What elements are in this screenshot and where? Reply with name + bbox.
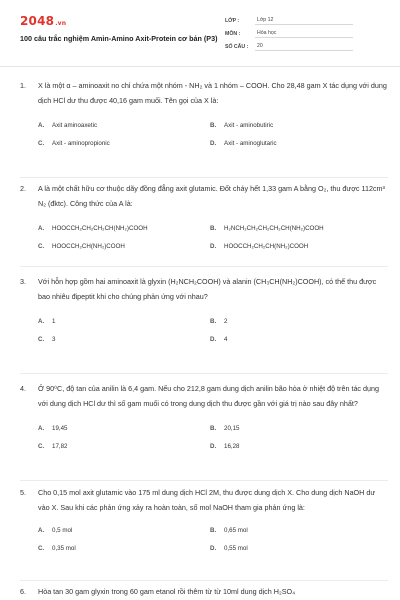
option-b[interactable] [210,314,227,329]
question-stem: A là một chất hữu cơ thuộc dãy đồng đẳng axit glutamic. Đốt cháy hết 1,33 gam A bằng O₂, thu được 112cm³ N₂ (đktc). Công thức của A là: [38,184,385,208]
option-text: 2 [224,318,228,325]
meta-row-class [225,14,353,27]
option-text: 1 [52,318,56,325]
option-text: 0,5 mol [52,527,73,534]
option-letter: A. [38,425,45,432]
question-6 [20,584,388,599]
option-text: 17,82 [52,443,68,450]
document-header [0,0,400,67]
option-c[interactable] [38,439,67,454]
option-a[interactable] [38,314,55,329]
question-number: 6. [20,587,26,596]
option-text: Axit - aminopropionic [52,140,110,147]
logo-suffix: .vn [55,20,67,27]
divider [20,373,388,374]
logo-main: 2048 [20,14,55,28]
option-letter: B. [210,122,217,129]
question-number: 1. [20,81,26,90]
option-grid [38,211,388,251]
option-letter: A. [38,318,45,325]
option-b[interactable] [210,523,248,538]
meta-key: SỐ CÂU : [225,43,249,50]
option-letter: D. [210,336,217,343]
document-title: 100 câu trắc nghiệm Amin-Amino Axit-Protein cơ bản (P3) [20,34,218,43]
question-4 [20,381,388,451]
option-letter: D. [210,243,217,250]
option-b[interactable] [210,221,324,236]
option-c[interactable] [38,332,55,347]
option-b[interactable] [210,118,273,133]
option-letter: C. [38,243,45,250]
option-text: 3 [52,336,56,343]
option-a[interactable] [38,118,97,133]
option-grid [38,411,388,451]
question-stem: Hòa tan 30 gam glyxin trong 60 gam etanol rồi thêm từ từ 10ml dung dịch H₂SO₄ [38,587,296,596]
option-a[interactable] [38,523,72,538]
option-text: HOOCCH₂CH(NH₂)COOH [52,243,125,250]
option-letter: B. [210,527,217,534]
question-number: 4. [20,384,26,393]
option-d[interactable] [210,541,248,556]
option-c[interactable] [38,239,125,254]
option-text: HOOCCH₂CH₂CH₂CH(NH₂)COOH [52,225,148,232]
option-d[interactable] [210,239,308,254]
option-d[interactable] [210,332,227,347]
option-letter: D. [210,443,217,450]
option-text: 16,28 [224,443,240,450]
option-text: Axit - aminoglutaric [224,140,277,147]
meta-key: MÔN : [225,30,241,37]
question-stem: Cho 0,15 mol axit glutamic vào 175 ml dung dịch HCl 2M, thu được dung dịch X. Cho dung dịch NaOH dư vào X. Sau khi các phản ứng xảy ra hoàn toàn, số mol NaOH tham gia phản ứng là: [38,488,376,512]
option-c[interactable] [38,136,110,151]
option-letter: C. [38,336,45,343]
option-text: 19,45 [52,425,68,432]
option-text: 20,15 [224,425,240,432]
option-text: Axit - aminobutiric [224,122,274,129]
meta-value: Lớp 12 [255,16,353,25]
meta-row-subject [225,27,353,40]
option-c[interactable] [38,541,76,556]
divider [20,580,388,581]
option-text: H₂NCH₂CH₂CH₂CH₂CH(NH₂)COOH [224,225,324,232]
question-number: 2. [20,184,26,193]
question-2 [20,181,388,251]
option-letter: C. [38,545,45,552]
option-d[interactable] [210,439,239,454]
option-letter: A. [38,225,45,232]
option-text: Axit aminoaxetic [52,122,98,129]
option-letter: C. [38,140,45,147]
question-3 [20,274,388,344]
divider [20,266,388,267]
question-number: 3. [20,277,26,286]
option-letter: B. [210,425,217,432]
divider [20,177,388,178]
option-text: 0,65 mol [224,527,248,534]
option-letter: A. [38,122,45,129]
question-1 [20,78,388,148]
option-text: 0,55 mol [224,545,248,552]
option-text: 4 [224,336,228,343]
option-a[interactable] [38,221,148,236]
option-grid [38,515,388,555]
question-number: 5. [20,488,26,497]
document-meta [225,14,353,53]
option-grid [38,304,388,344]
meta-value: 20 [255,42,353,51]
question-stem: Ở 90⁰C, độ tan của anilin là 6,4 gam. Nếu cho 212,8 gam dung dịch anilin bão hòa ở nhiệt độ trên tác dụng với dung dịch HCl dư thì số gam muối có trong dung dịch thu được gần với giá trị nào sau đây nhất? [38,384,380,408]
divider [20,480,388,481]
option-grid [38,108,388,148]
option-letter: B. [210,318,217,325]
question-5 [20,485,388,555]
option-a[interactable] [38,421,67,436]
option-letter: D. [210,140,217,147]
option-text: HOOCCH₂CH₂CH(NH₂)COOH [224,243,309,250]
meta-key: LỚP : [225,17,240,24]
option-letter: D. [210,545,217,552]
option-letter: B. [210,225,217,232]
option-letter: C. [38,443,45,450]
option-d[interactable] [210,136,277,151]
option-letter: A. [38,527,45,534]
question-stem: X là một α – aminoaxit no chỉ chứa một nhóm - NH₂ và 1 nhóm – COOH. Cho 28,48 gam X tác dụng với dung dịch HCl dư thu được 40,16 gam muối. Tên gọi của X là: [38,81,387,105]
site-logo[interactable] [20,14,66,28]
option-text: 0,35 mol [52,545,76,552]
meta-value: Hóa học [255,29,353,38]
meta-row-count [225,40,353,53]
question-stem: Với hỗn hợp gồm hai aminoaxit là glyxin (H₂NCH₂COOH) và alanin (CH₃CH(NH₂)COOH), có thể thu được bao nhiêu đipeptit khi cho chúng phản ứng với nhau? [38,277,377,301]
option-b[interactable] [210,421,239,436]
